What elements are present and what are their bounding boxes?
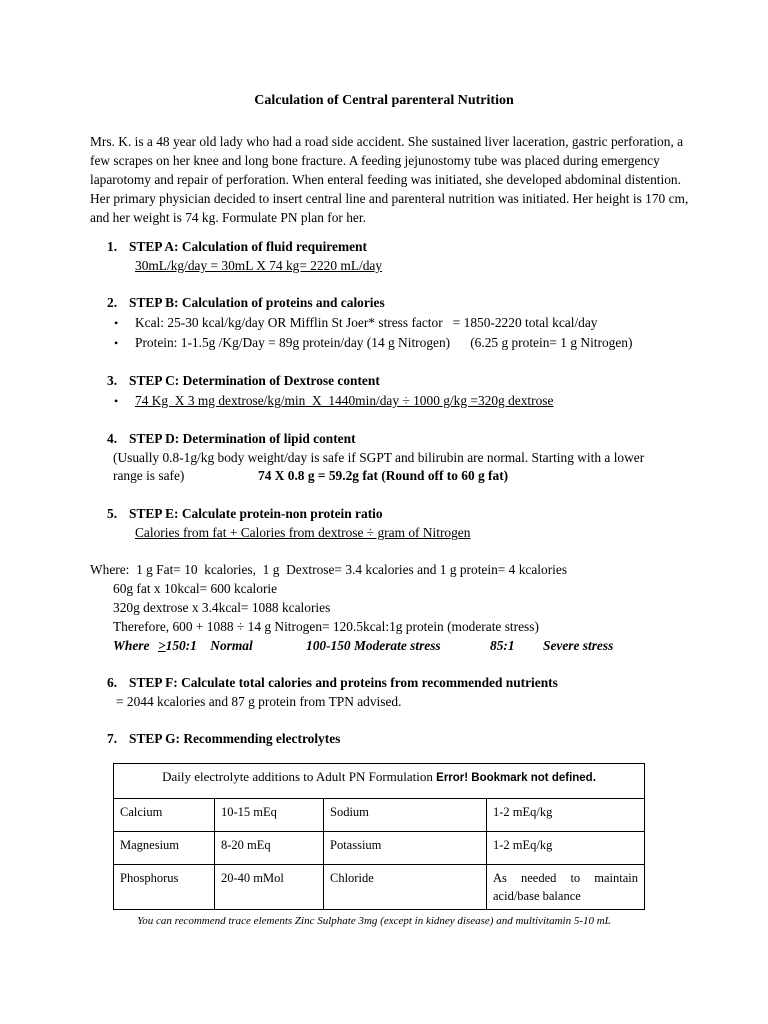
stress-normal: >150:1 Normal: [158, 638, 253, 653]
bookmark-error: Error! Bookmark not defined.: [436, 772, 596, 784]
step-f-heading: 6. STEP F: Calculate total calories and proteins from recommended nutrients: [107, 675, 558, 690]
page-title: Calculation of Central parenteral Nutrition: [254, 93, 514, 108]
step-c-calculation: 74 Kg X 3 mg dextrose/kg/min X 1440min/day ÷ 1000 g/kg =320g dextrose: [135, 393, 554, 408]
step-d-heading: 4. STEP D: Determination of lipid content: [107, 431, 356, 446]
electrolyte-table: [113, 763, 645, 910]
step-b-protein: Protein: 1-1.5g /Kg/Day = 89g protein/day (14 g Nitrogen) (6.25 g protein= 1 g Nitrogen): [135, 335, 633, 350]
table-cell: 1-2 mEq/kg: [487, 799, 645, 832]
table-row: [114, 865, 645, 910]
step-f-result: = 2044 kcalories and 87 g protein from TPN advised.: [116, 694, 402, 709]
step-a-calculation: 30mL/kg/day = 30mL X 74 kg= 2220 mL/day: [135, 258, 383, 273]
step-d-result: 74 X 0.8 g = 59.2g fat (Round off to 60 g fat): [258, 468, 509, 483]
table-row: [114, 799, 645, 832]
table-cell: Chloride: [324, 865, 487, 910]
table-cell: 1-2 mEq/kg: [487, 832, 645, 865]
stress-severe: Severe stress: [543, 638, 614, 653]
table-row: [114, 832, 645, 865]
table-cell: [487, 865, 645, 910]
fat-calories: 60g fat x 10kcal= 600 kcalorie: [113, 581, 278, 596]
table-cell: 20-40 mMol: [215, 865, 324, 910]
step-e-heading: 5. STEP E: Calculate protein-non protein ratio: [107, 506, 383, 521]
stress-where-label: Where: [113, 638, 150, 653]
chloride-note-line2: acid/base balance: [493, 889, 581, 903]
bullet-icon: •: [114, 316, 119, 330]
stress-moderate: 100-150 Moderate stress: [306, 638, 441, 653]
step-a-heading: 1. STEP A: Calculation of fluid requirement: [107, 239, 367, 254]
step-b-heading: 2. STEP B: Calculation of proteins and calories: [107, 295, 385, 310]
bullet-icon: •: [114, 394, 119, 408]
step-c-heading: 3. STEP C: Determination of Dextrose content: [107, 373, 380, 388]
step-d-text-line1: (Usually 0.8-1g/kg body weight/day is safe if SGPT and bilirubin are normal. Starting with a lower: [113, 450, 645, 465]
chloride-note-line1: As needed to maintain: [493, 871, 638, 885]
bullet-icon: •: [114, 336, 119, 350]
table-cell: Calcium: [114, 799, 215, 832]
table-cell: 8-20 mEq: [215, 832, 324, 865]
stress-severe-ratio: 85:1: [490, 638, 515, 653]
footnote: You can recommend trace elements Zinc Sulphate 3mg (except in kidney disease) and multivitamin 5-10 mL: [137, 915, 611, 927]
step-e-formula: Calories from fat + Calories from dextrose ÷ gram of Nitrogen: [135, 525, 471, 540]
dextrose-calories: 320g dextrose x 3.4kcal= 1088 kcalories: [113, 600, 331, 615]
table-caption: Daily electrolyte additions to Adult PN Formulation Error! Bookmark not defined.: [114, 764, 645, 799]
table-cell: Phosphorus: [114, 865, 215, 910]
case-description: Mrs. K. is a 48 year old lady who had a road side accident. She sustained liver laceration, gastric perforation, a few scrapes on her knee and long bone fracture. A feeding jejunostomy tube was placed during emergency laparotomy and repair of perforation. When enteral feeding was initiated, she developed abdominal distention. Her primary physician decided to insert central line and parenteral nutrition was initiated. Her height is 170 cm, and her weight is 74 kg. Formulate PN plan for her.: [90, 134, 689, 225]
table-cell: 10-15 mEq: [215, 799, 324, 832]
conversion-factors: Where: 1 g Fat= 10 kcalories, 1 g Dextrose= 3.4 kcalories and 1 g protein= 4 kcalories: [90, 562, 568, 577]
table-header-row: [114, 764, 645, 799]
table-cell: Potassium: [324, 832, 487, 865]
ratio-result: Therefore, 600 + 1088 ÷ 14 g Nitrogen= 120.5kcal:1g protein (moderate stress): [113, 619, 539, 634]
table-cell: Magnesium: [114, 832, 215, 865]
step-g-heading: 7. STEP G: Recommending electrolytes: [107, 731, 341, 746]
step-d-text-line2: range is safe): [113, 468, 185, 483]
step-b-kcal: Kcal: 25-30 kcal/kg/day OR Mifflin St Joer* stress factor = 1850-2220 total kcal/day: [135, 315, 598, 330]
table-cell: Sodium: [324, 799, 487, 832]
